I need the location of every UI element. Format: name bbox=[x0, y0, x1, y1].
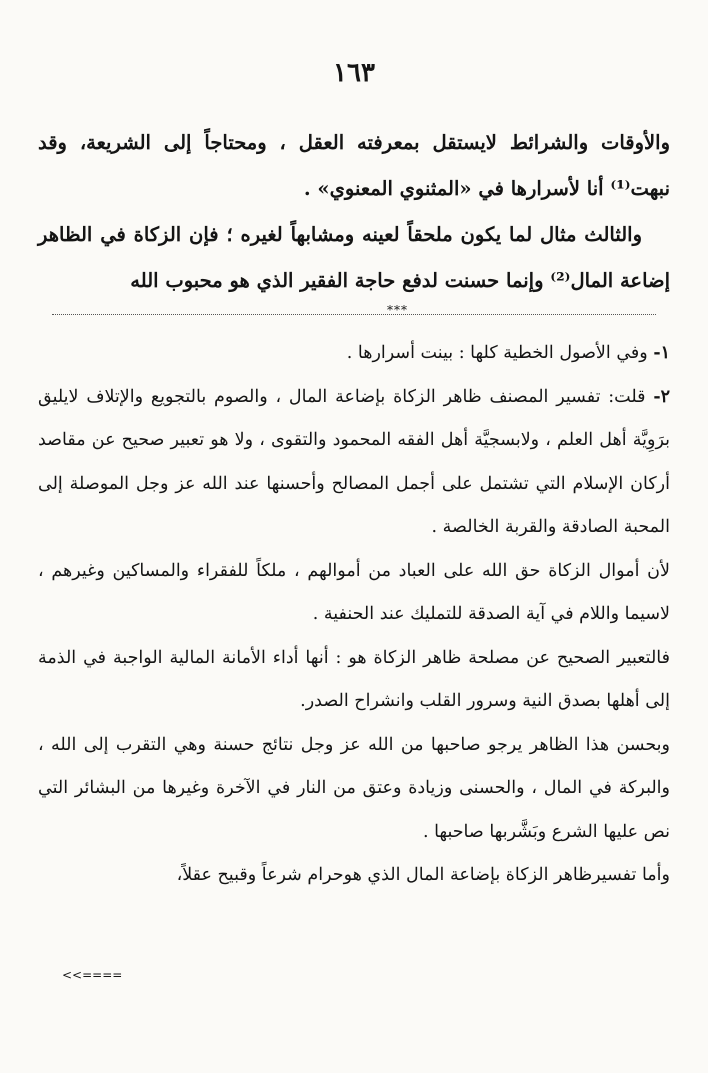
footnote-text: وفي الأصول الخطية كلها : بينت أسرارها . bbox=[346, 343, 648, 363]
footnote-paragraph: لأن أموال الزكاة حق الله على العباد من أموالهم ، ملكاً للفقراء والمساكين وغيرهم ، لاسيما واللام في آية الصدقة للتمليك عند الحنفية . bbox=[38, 560, 670, 624]
main-text bbox=[38, 120, 670, 304]
footnote-2 bbox=[38, 376, 670, 550]
footnote-paragraph: وبحسن هذا الظاهر يرجو صاحبها من الله عز وجل نتائج حسنة وهي التقرب إلى الله ، والبركة في المال ، والحسنى وزيادة وعتق من النار في الآخرة وغيرها من البشائر التي نص عليها الشرع وبَشَّربها صاحبها . bbox=[38, 734, 670, 842]
main-paragraph: والأوقات والشرائط لايستقل بمعرفته العقل ، ومحتاجاً إلى الشريعة، وقد نبهت⁽¹⁾ أنا لأسرارها في «المثنوي المعنوي» . bbox=[38, 131, 670, 200]
footnotes bbox=[38, 332, 670, 898]
page-number: ١٦٣ bbox=[333, 58, 375, 88]
footnote-number: ١- bbox=[653, 343, 670, 363]
footnote-separator: *** bbox=[387, 303, 408, 317]
footnote-paragraph: فالتعبير الصحيح عن مصلحة ظاهر الزكاة هو : أنها أداء الأمانة المالية الواجبة في الذمة إلى أهلها بصدق النية وسرور القلب وانشراح الصدر. bbox=[38, 647, 670, 711]
continuation-marker: <<==== bbox=[62, 968, 123, 982]
footnote-number: ٢- bbox=[653, 386, 670, 407]
footnote-text: قلت: تفسير المصنف ظاهر الزكاة بإضاعة المال ، والصوم بالتجويع والإتلاف لايليق برَوِيَّة أهل العلم ، ولابسجيَّة أهل الفقه المحمود والتقوى ، ولا هو تعبير صحيح عن مقاصد أركان الإسلام التي تشتمل على أجمل المصالح وأحسنها عند الله عز وجل الموصلة إلى المحبة الصادقة والقربة الخالصة . bbox=[38, 386, 670, 537]
main-paragraph: والثالث مثال لما يكون ملحقاً لعينه ومشابهاً لغيره ؛ فإن الزكاة في الظاهر إضاعة المال⁽²⁾ وإنما حسنت لدفع حاجة الفقير الذي هو محبوب الله bbox=[38, 223, 670, 292]
separator-line bbox=[52, 314, 656, 315]
footnote-paragraph: وأما تفسيرظاهر الزكاة بإضاعة المال الذي هوحرام شرعاً وقبيح عقلاً، bbox=[176, 865, 670, 885]
footnote-1 bbox=[38, 332, 670, 376]
